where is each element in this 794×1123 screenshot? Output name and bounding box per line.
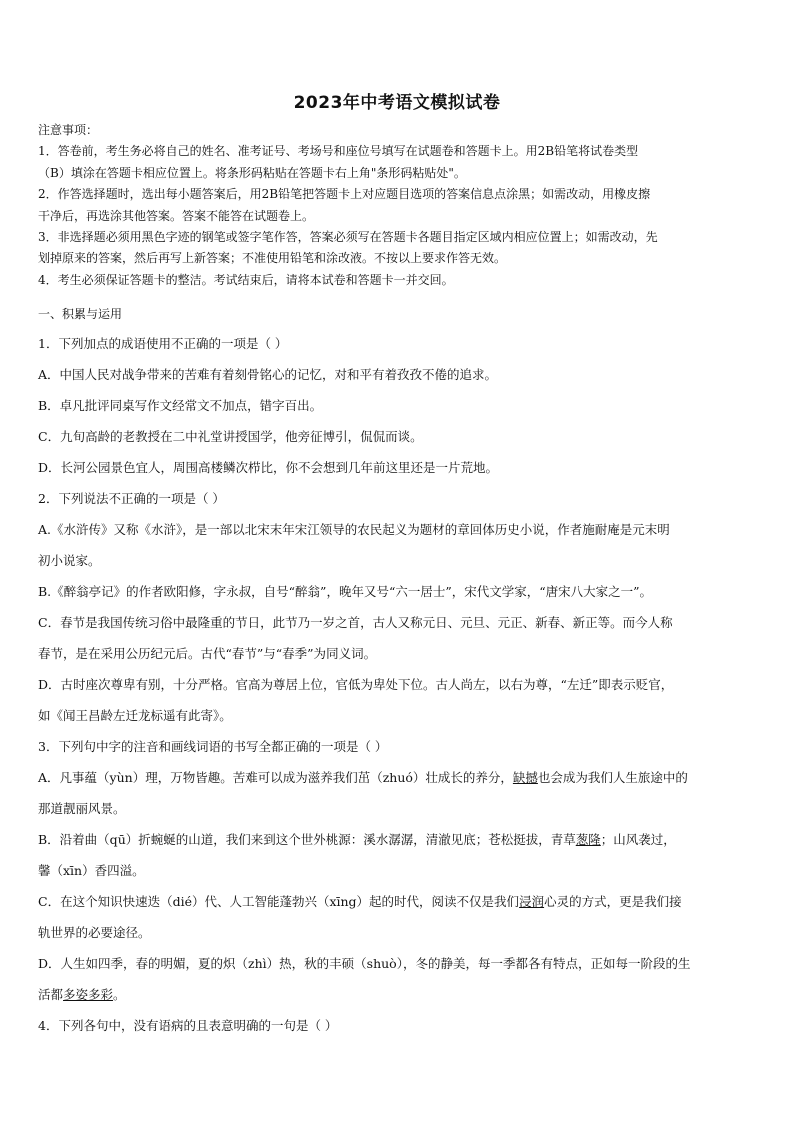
question-3-option-c-cont: 轨世界的必要途径。 <box>38 925 151 940</box>
question-3-option-a-cont: 那道靓丽风景。 <box>38 801 126 816</box>
question-3-stem: 3．下列句中字的注音和画线词语的书写全都正确的一项是（ ） <box>38 739 388 754</box>
notice-block <box>38 120 758 291</box>
notice-line: 4．考生必须保证答题卡的整洁。考试结束后，请将本试卷和答题卡一并交回。 <box>38 272 454 287</box>
text-segment: 也会成为我们人生旅途中的 <box>537 770 688 785</box>
question-3-option-d-cont <box>38 979 758 1010</box>
notice-line: （B）填涂在答题卡相应位置上。将条形码粘贴在答题卡右上角"条形码粘贴处"。 <box>38 165 466 180</box>
notice-line: 1．答卷前，考生务必将自己的姓名、准考证号、考场号和座位号填写在试题卷和答题卡上。用2B铅笔将试卷类型 <box>38 144 639 159</box>
question-1-stem: 1．下列加点的成语使用不正确的一项是（ ） <box>38 336 288 351</box>
text-segment: 。 <box>113 987 126 1002</box>
question-2-option-d-cont: 如《闻王昌龄左迁龙标遥有此寄》。 <box>38 708 232 723</box>
underlined-word: 浸润 <box>519 894 545 909</box>
question-3-option-c <box>38 886 758 917</box>
text-segment: 心灵的方式，更是我们接 <box>544 894 682 909</box>
text-segment: C．在这个知识快速迭（dié）代、人工智能蓬勃兴（xīng）起的时代，阅读不仅是我们 <box>38 894 520 909</box>
question-1-option-d: D．长河公园景色宜人，周围高楼鳞次栉比，你不会想到几年前这里还是一片荒地。 <box>38 460 499 475</box>
text-segment: B．沿着曲（qū）折蜿蜒的山道，我们来到这个世外桃源：溪水潺潺，清澈见底；苍松挺拔，青草 <box>38 832 576 847</box>
question-4-stem: 4．下列各句中，没有语病的且表意明确的一句是（ ） <box>38 1018 338 1033</box>
question-3-option-b <box>38 824 758 855</box>
question-2-option-c: C．春节是我国传统习俗中最隆重的节日，此节乃一岁之首，古人又称元日、元旦、元正、新春、新正等。而今人称 <box>38 615 673 630</box>
underlined-word: 多姿多彩 <box>63 987 114 1002</box>
question-2-stem: 2．下列说法不正确的一项是（ ） <box>38 491 225 506</box>
questions-body <box>38 300 758 1041</box>
page-title: 2023年中考语文模拟试卷 <box>293 93 501 113</box>
underlined-word: 缺撼 <box>512 770 538 785</box>
question-1-option-c: C．九旬高龄的老教授在二中礼堂讲授国学，他旁征博引，侃侃而谈。 <box>38 429 423 444</box>
question-2-option-a: A.《水浒传》又称《水浒》，是一部以北宋末年宋江领导的农民起义为题材的章回体历史小说，作者施耐庵是元末明 <box>38 522 670 537</box>
section-heading: 一、积累与运用 <box>38 307 123 321</box>
text-segment: ；山风袭过， <box>600 832 676 847</box>
question-3-option-d: D．人生如四季，春的明媚，夏的炽（zhì）热，秋的丰硕（shuò），冬的静美，每一季都各有特点，正如每一阶段的生 <box>38 956 691 971</box>
question-2-option-c-cont: 春节，是在采用公历纪元后。古代“春节”与“春季”为同义词。 <box>38 646 377 661</box>
question-3-option-a <box>38 762 758 793</box>
text-segment: A．凡事蕴（yùn）理，万物皆趣。苦难可以成为滋养我们茁（zhuó）壮成长的养分， <box>38 770 513 785</box>
notice-line: 3．非选择题必须用黑色字迹的钢笔或签字笔作答，答案必须写在答题卡各题目指定区域内相应位置上；如需改动，先 <box>38 230 658 245</box>
notice-heading: 注意事项： <box>38 123 99 137</box>
question-1-option-a: A．中国人民对战争带来的苦难有着刻骨铭心的记忆，对和平有着孜孜不倦的追求。 <box>38 367 498 382</box>
underlined-word: 葱隆 <box>575 832 601 847</box>
question-2-option-a-cont: 初小说家。 <box>38 553 101 568</box>
question-1-option-b: B．卓凡批评同桌写作文经常文不加点，错字百出。 <box>38 398 323 413</box>
notice-line: 2．作答选择题时，选出每小题答案后，用2B铅笔把答题卡上对应题目选项的答案信息点涂黑；如需改动，用橡皮擦 <box>38 187 651 202</box>
question-2-option-d: D．古时座次尊卑有别，十分严格。官高为尊居上位，官低为卑处下位。古人尚左，以右为尊，“左迁”即表示贬官， <box>38 677 674 692</box>
notice-line: 干净后，再选涂其他答案。答案不能答在试题卷上。 <box>38 208 315 223</box>
question-3-option-b-cont: 馨（xīn）香四溢。 <box>38 863 145 878</box>
notice-line: 划掉原来的答案，然后再写上新答案；不准使用铅笔和涂改液。不按以上要求作答无效。 <box>38 251 507 266</box>
text-segment: 活都 <box>38 987 64 1002</box>
question-2-option-b: B.《醉翁亭记》的作者欧阳修，字永叔，自号“醉翁”，晚年又号“六一居士”，宋代文学家，“唐宋八大家之一”。 <box>38 584 653 599</box>
